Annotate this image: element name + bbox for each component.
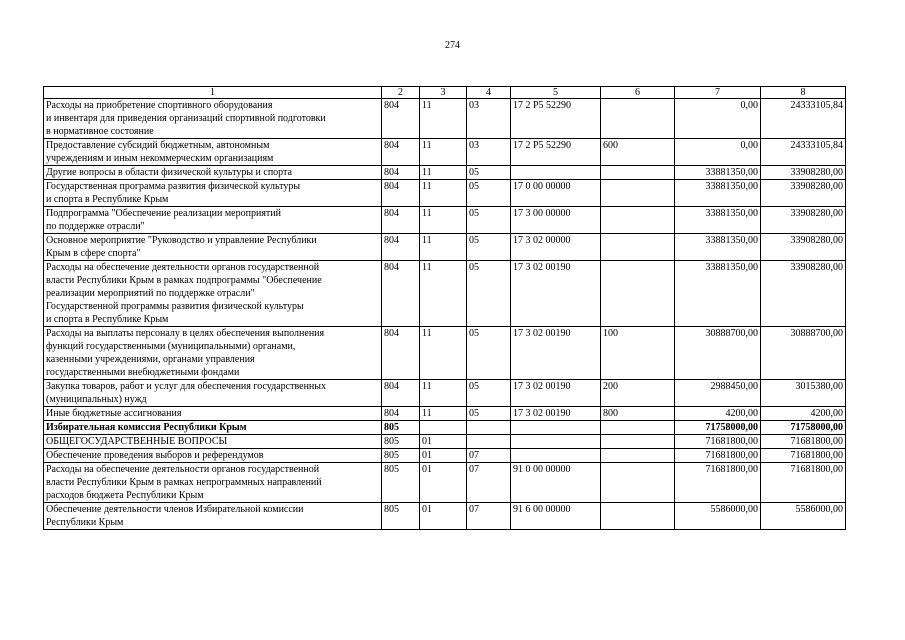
row-ministry-code: 804 [382, 166, 420, 180]
row-name: Другие вопросы в области физической культуры и спорта [44, 166, 382, 180]
row-section-code: 01 [420, 449, 467, 463]
row-amount-year-2: 71681800,00 [761, 435, 846, 449]
table-row [44, 234, 846, 261]
row-amount-year-2: 71681800,00 [761, 449, 846, 463]
row-ministry-code: 805 [382, 421, 420, 435]
row-amount-year-1: 71681800,00 [675, 463, 761, 503]
row-target-article [511, 421, 601, 435]
row-section-code: 11 [420, 327, 467, 380]
row-section-code: 11 [420, 180, 467, 207]
row-expense-type [601, 449, 675, 463]
row-target-article: 91 6 00 00000 [511, 503, 601, 530]
row-amount-year-2: 24333105,84 [761, 139, 846, 166]
row-ministry-code: 804 [382, 139, 420, 166]
row-expense-type [601, 207, 675, 234]
row-ministry-code: 804 [382, 234, 420, 261]
table-row [44, 503, 846, 530]
row-amount-year-1: 71681800,00 [675, 435, 761, 449]
row-name: Обеспечение деятельности членов Избирательной комиссии Республики Крым [44, 503, 382, 530]
row-subsection-code: 05 [467, 380, 511, 407]
row-section-code: 11 [420, 380, 467, 407]
row-ministry-code: 804 [382, 327, 420, 380]
row-target-article [511, 166, 601, 180]
row-subsection-code: 03 [467, 139, 511, 166]
row-expense-type [601, 503, 675, 530]
row-expense-type: 100 [601, 327, 675, 380]
row-section-code: 11 [420, 261, 467, 327]
row-subsection-code: 07 [467, 449, 511, 463]
row-subsection-code: 05 [467, 166, 511, 180]
row-section-code: 11 [420, 139, 467, 166]
header-col-6: 6 [601, 87, 675, 99]
row-target-article: 17 3 02 00190 [511, 407, 601, 421]
row-expense-type: 800 [601, 407, 675, 421]
row-name: Государственная программа развития физической культуры и спорта в Республике Крым [44, 180, 382, 207]
row-expense-type [601, 180, 675, 207]
row-target-article: 17 3 02 00190 [511, 327, 601, 380]
table-row [44, 380, 846, 407]
row-section-code: 01 [420, 435, 467, 449]
row-name: Избирательная комиссия Республики Крым [44, 421, 382, 435]
table-row [44, 463, 846, 503]
row-amount-year-1: 33881350,00 [675, 234, 761, 261]
header-col-3: 3 [420, 87, 467, 99]
row-target-article: 17 2 Р5 52290 [511, 139, 601, 166]
row-amount-year-2: 33908280,00 [761, 234, 846, 261]
row-target-article: 17 3 02 00190 [511, 261, 601, 327]
row-name: Расходы на обеспечение деятельности органов государственной власти Республики Крым в рамках непрограммных направлений расходов бюджета Республики Крым [44, 463, 382, 503]
row-name: Обеспечение проведения выборов и референдумов [44, 449, 382, 463]
row-expense-type [601, 166, 675, 180]
row-section-code: 01 [420, 503, 467, 530]
row-name: Иные бюджетные ассигнования [44, 407, 382, 421]
row-section-code [420, 421, 467, 435]
row-amount-year-1: 33881350,00 [675, 180, 761, 207]
row-amount-year-2: 71681800,00 [761, 463, 846, 503]
header-col-4: 4 [467, 87, 511, 99]
row-target-article [511, 435, 601, 449]
row-ministry-code: 804 [382, 99, 420, 139]
header-col-5: 5 [511, 87, 601, 99]
row-expense-type [601, 261, 675, 327]
row-name: Расходы на обеспечение деятельности органов государственной власти Республики Крым в рамках подпрограммы "Обеспечение реализации мероприятий по поддержке отрасли" Государственной программы развития физической культуры и спорта в Республике Крым [44, 261, 382, 327]
row-subsection-code: 05 [467, 327, 511, 380]
table-row [44, 421, 846, 435]
header-row [44, 87, 846, 99]
row-name: ОБЩЕГОСУДАРСТВЕННЫЕ ВОПРОСЫ [44, 435, 382, 449]
row-section-code: 11 [420, 407, 467, 421]
row-subsection-code: 05 [467, 180, 511, 207]
page-number: 274 [445, 40, 460, 51]
row-amount-year-1: 71758000,00 [675, 421, 761, 435]
row-ministry-code: 804 [382, 261, 420, 327]
row-name: Основное мероприятие "Руководство и управление Республики Крым в сфере спорта" [44, 234, 382, 261]
row-target-article: 17 3 00 00000 [511, 207, 601, 234]
row-expense-type [601, 421, 675, 435]
row-subsection-code [467, 421, 511, 435]
row-name: Расходы на приобретение спортивного оборудования и инвентаря для приведения организаций спортивной подготовки в нормативное состояние [44, 99, 382, 139]
row-expense-type [601, 234, 675, 261]
row-section-code: 11 [420, 166, 467, 180]
row-expense-type: 600 [601, 139, 675, 166]
row-ministry-code: 804 [382, 407, 420, 421]
row-expense-type [601, 435, 675, 449]
row-subsection-code: 03 [467, 99, 511, 139]
table-row [44, 99, 846, 139]
row-amount-year-2: 71758000,00 [761, 421, 846, 435]
row-expense-type [601, 99, 675, 139]
row-amount-year-1: 71681800,00 [675, 449, 761, 463]
table-body [44, 99, 846, 530]
row-amount-year-2: 33908280,00 [761, 207, 846, 234]
row-amount-year-1: 0,00 [675, 99, 761, 139]
table-row [44, 261, 846, 327]
row-amount-year-2: 24333105,84 [761, 99, 846, 139]
row-target-article: 17 3 02 00000 [511, 234, 601, 261]
row-ministry-code: 805 [382, 435, 420, 449]
row-target-article: 91 0 00 00000 [511, 463, 601, 503]
row-ministry-code: 804 [382, 207, 420, 234]
table-row [44, 207, 846, 234]
table-row [44, 435, 846, 449]
table-row [44, 449, 846, 463]
row-amount-year-1: 30888700,00 [675, 327, 761, 380]
row-amount-year-2: 3015380,00 [761, 380, 846, 407]
row-ministry-code: 805 [382, 463, 420, 503]
row-target-article: 17 0 00 00000 [511, 180, 601, 207]
budget-table [43, 86, 846, 530]
row-amount-year-2: 4200,00 [761, 407, 846, 421]
row-target-article: 17 3 02 00190 [511, 380, 601, 407]
row-expense-type: 200 [601, 380, 675, 407]
header-col-1: 1 [44, 87, 382, 99]
row-subsection-code: 05 [467, 407, 511, 421]
row-ministry-code: 805 [382, 503, 420, 530]
row-section-code: 11 [420, 99, 467, 139]
header-col-2: 2 [382, 87, 420, 99]
row-amount-year-1: 33881350,00 [675, 261, 761, 327]
row-amount-year-1: 0,00 [675, 139, 761, 166]
row-ministry-code: 804 [382, 180, 420, 207]
row-target-article: 17 2 Р5 52290 [511, 99, 601, 139]
row-subsection-code [467, 435, 511, 449]
table-row [44, 166, 846, 180]
row-expense-type [601, 463, 675, 503]
row-subsection-code: 05 [467, 261, 511, 327]
table-row [44, 139, 846, 166]
row-section-code: 11 [420, 207, 467, 234]
row-amount-year-2: 33908280,00 [761, 180, 846, 207]
header-col-7: 7 [675, 87, 761, 99]
row-amount-year-1: 33881350,00 [675, 207, 761, 234]
row-target-article [511, 449, 601, 463]
row-amount-year-1: 2988450,00 [675, 380, 761, 407]
row-amount-year-2: 33908280,00 [761, 261, 846, 327]
row-subsection-code: 07 [467, 503, 511, 530]
row-subsection-code: 05 [467, 207, 511, 234]
row-amount-year-1: 5586000,00 [675, 503, 761, 530]
row-amount-year-1: 33881350,00 [675, 166, 761, 180]
row-name: Закупка товаров, работ и услуг для обеспечения государственных (муниципальных) нужд [44, 380, 382, 407]
row-name: Подпрограмма "Обеспечение реализации мероприятий по поддержке отрасли" [44, 207, 382, 234]
table-row [44, 180, 846, 207]
header-col-8: 8 [761, 87, 846, 99]
row-amount-year-2: 5586000,00 [761, 503, 846, 530]
row-ministry-code: 805 [382, 449, 420, 463]
table-row [44, 327, 846, 380]
row-amount-year-1: 4200,00 [675, 407, 761, 421]
row-amount-year-2: 33908280,00 [761, 166, 846, 180]
row-section-code: 01 [420, 463, 467, 503]
row-amount-year-2: 30888700,00 [761, 327, 846, 380]
row-name: Расходы на выплаты персоналу в целях обеспечения выполнения функций государственными (муниципальными) органами, казенными учреждениями, органами управления государственными внебюджетными фондами [44, 327, 382, 380]
row-ministry-code: 804 [382, 380, 420, 407]
row-subsection-code: 07 [467, 463, 511, 503]
row-subsection-code: 05 [467, 234, 511, 261]
row-name: Предоставление субсидий бюджетным, автономным учреждениям и иным некоммерческим организациям [44, 139, 382, 166]
table-row [44, 407, 846, 421]
row-section-code: 11 [420, 234, 467, 261]
